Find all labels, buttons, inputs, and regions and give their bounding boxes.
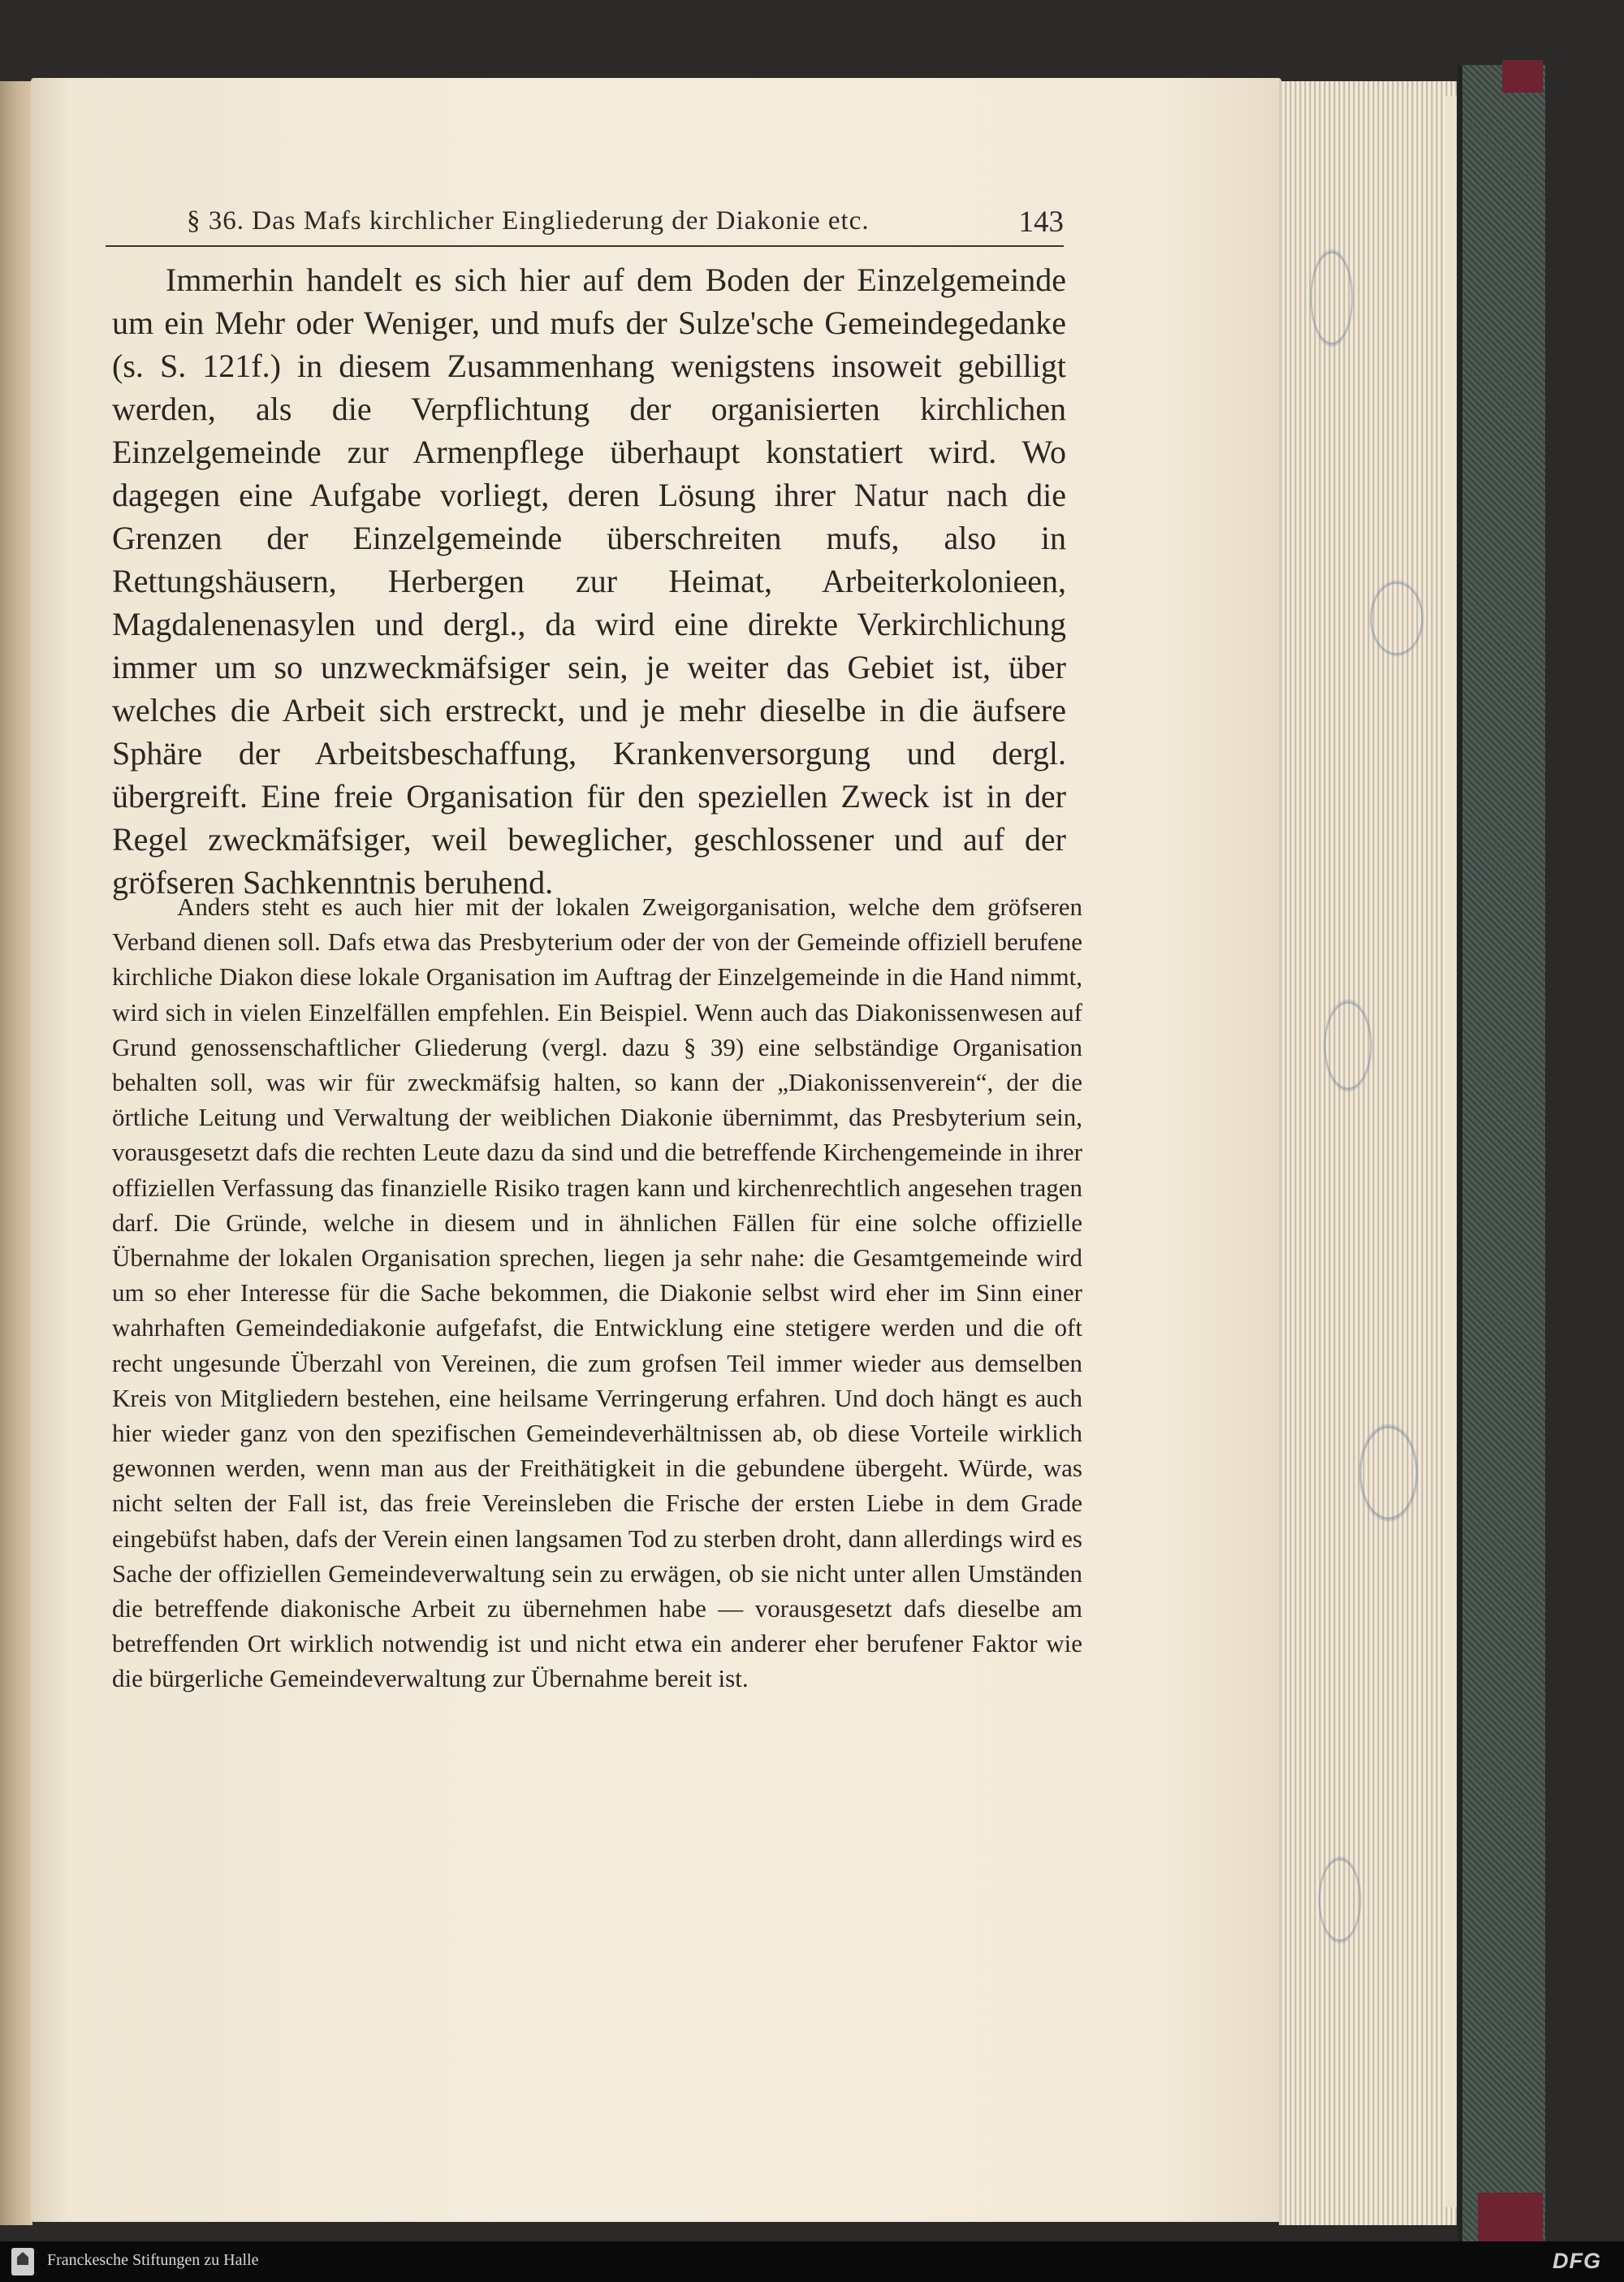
- main-text: [112, 258, 1066, 904]
- running-head: [106, 201, 1064, 247]
- institution-label: Franckesche Stiftungen zu Halle: [47, 2251, 259, 2269]
- marbled-edge: [1283, 84, 1445, 2220]
- running-title: § 36. Das Mafs kirchlicher Eingliederung der Diakonie etc.: [187, 206, 870, 236]
- cover-corner-top: [1502, 60, 1543, 93]
- left-page-edge: [0, 81, 32, 2225]
- book-cover: [1458, 65, 1545, 2241]
- page-block-fore-edge: [1445, 96, 1457, 2207]
- cover-corner-bottom: [1478, 2193, 1543, 2241]
- viewer-footer: [0, 2241, 1624, 2282]
- institution-logo-icon: [11, 2248, 34, 2276]
- page-number: 143: [1018, 205, 1064, 239]
- body-paragraph: Immerhin handelt es sich hier auf dem Boden der Einzelgemeinde um ein Mehr oder Weniger, und mufs der Sulze'sche Gemeindegedanke (s. S. 121f.) in diesem Zusammenhang wenigstens insoweit gebilligt werden, als die Verpflichtung der organisierten kirchlichen Einzelgemeinde zur Armenpflege überhaupt konstatiert wird. Wo dagegen eine Aufgabe vorliegt, deren Lösung ihrer Natur nach die Grenzen der Einzelgemeinde überschreiten mufs, also in Rettungshäusern, Herbergen zur Heimat, Arbeiterkolonieen, Magdalenenasylen und dergl., da wird eine direkte Verkirchlichung immer um so unzweckmäfsiger sein, je weiter das Gebiet ist, über welches die Arbeit sich erstreckt, und je mehr dieselbe in die äufsere Sphäre der Arbeitsbeschaffung, Krankenversorgung und dergl. übergreift. Eine freie Organisation für den speziellen Zweck ist in der Regel zweckmäfsiger, weil beweglicher, geschlossener und auf der gröfseren Sachkenntnis beruhend.: [112, 261, 1066, 901]
- small-paragraph: Anders steht es auch hier mit der lokalen Zweigorganisation, welche dem gröfseren Verband dienen soll. Dafs etwa das Presbyterium oder der von der Gemeinde offiziell berufene kirchliche Diakon diese lokale Organisation im Auftrag der Einzelgemeinde in die Hand nimmt, wird sich in vielen Einzelfällen empfehlen. Ein Beispiel. Wenn auch das Diakonissenwesen auf Grund genossenschaftlicher Gliederung (vergl. dazu § 39) eine selbständige Organisation behalten soll, was wir für zweckmäfsig halten, so kann der „Diakonissenverein“, der die örtliche Leitung und Verwaltung der weiblichen Diakonie übernimmt, das Presbyterium sein, vorausgesetzt dafs die rechten Leute dazu da sind und die betreffende Kirchengemeinde in ihrer offiziellen Verfassung das finanzielle Risiko tragen kann und kirchenrechtlich angesehen tragen darf. Die Gründe, welche in diesem und in ähnlichen Fällen für eine solche offizielle Übernahme der lokalen Organisation sprechen, liegen ja sehr nahe: die Gesamtgemeinde wird um so eher Interesse für die Sache bekommen, die Diakonie selbst wird eher im Sinn einer wahrhaften Gemeindediakonie aufgefafst, die Entwicklung eine stetigere werden und die oft recht ungesunde Überzahl von Vereinen, die zum grofsen Teil immer wieder aus demselben Kreis von Mitgliedern bestehen, eine heilsame Verringerung erfahren. Und doch hängt es auch hier wieder ganz von den spezifischen Gemeindeverhältnissen ab, ob diese Vorteile wirklich gewonnen werden, wenn man aus der Freithätigkeit in die gebundene übergeht. Würde, was nicht selten der Fall ist, das freie Vereinsleben die Frische der ersten Liebe in dem Grade eingebüfst haben, dafs der Verein einen langsamen Tod zu sterben droht, dann allerdings wird es Sache der offiziellen Gemeindeverwaltung sein zu erwägen, ob sie nicht unter allen Umständen die betreffende diakonische Arbeit zu übernehmen habe — vorausgesetzt dafs dieselbe am betreffenden Ort wirklich notwendig ist und nicht etwa ein anderer eher berufener Faktor wie die bürgerliche Gemeindeverwaltung zur Übernahme bereit ist.: [112, 892, 1082, 1693]
- dfg-logo: DFG: [1553, 2249, 1601, 2273]
- small-print-text: [112, 889, 1082, 1696]
